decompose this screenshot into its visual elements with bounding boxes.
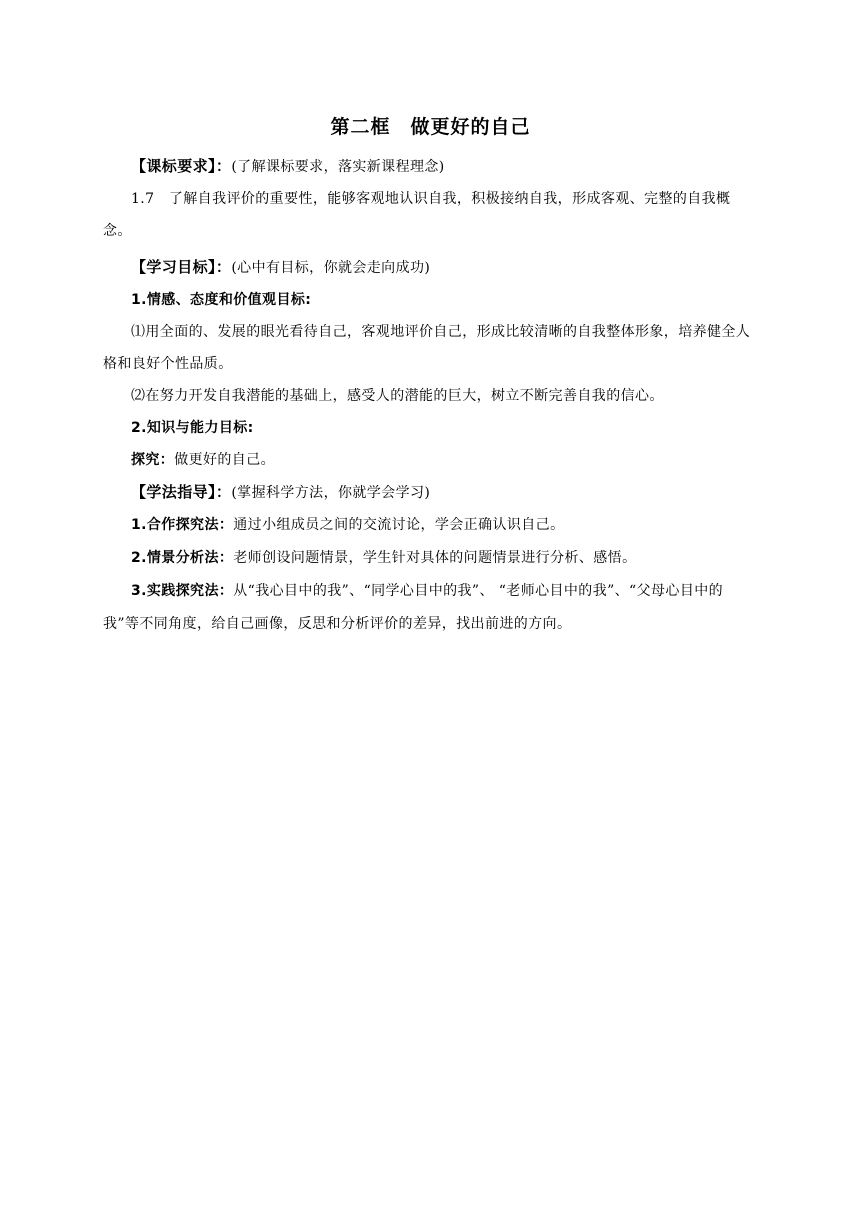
methods-note: (掌握科学方法，你就学会学习) [231, 485, 431, 501]
goal2-label: 探究： [131, 452, 175, 468]
goal1-item2: ⑵在努力开发自我潜能的基础上，感受人的潜能的巨大，树立不断完善自我的信心。 [131, 388, 664, 404]
course-req-item: 1.7 了解自我评价的重要性，能够客观地认识自我，积极接纳自我，形成客观、完整的自我概念。 [103, 191, 731, 239]
goal1-item1: ⑴用全面的、发展的眼光看待自己，客观地评价自己，形成比较清晰的自我整体形象，培养健全人格和良好个性品质。 [103, 324, 751, 372]
method1-text: 通过小组成员之间的交流讨论，学会正确认识自己。 [233, 517, 565, 533]
course-req-heading-line [103, 150, 758, 183]
goal2-heading: 2.知识与能力目标: [131, 420, 254, 436]
methods-heading-line [103, 476, 758, 509]
methods-heading: 【学法指导】： [131, 483, 232, 501]
document-content [103, 114, 758, 641]
page-title: 第二框 做更好的自己 [330, 116, 531, 138]
method2-text: 老师创设问题情景，学生针对具体的问题情景进行分析、感悟。 [233, 550, 637, 566]
method3-label: 3.实践探究法： [131, 583, 234, 599]
method3-text: 从“我心目中的我”、“同学心目中的我”、 “老师心目中的我”、“父母心目中的我”等不同角度，给自己画像，反思和分析评价的差异，找出前进的方向。 [103, 583, 724, 632]
goals-note: (心中有目标，你就会走向成功) [231, 260, 431, 276]
goal2-text: 做更好的自己。 [174, 452, 276, 468]
course-req-note: (了解课标要求，落实新课程理念) [231, 159, 445, 175]
method1-label: 1.合作探究法： [131, 517, 234, 533]
course-req-heading: 【课标要求】： [131, 157, 232, 175]
method1 [103, 509, 758, 542]
method2-label: 2.情景分析法： [131, 550, 234, 566]
goals-heading: 【学习目标】： [131, 258, 232, 276]
method3 [103, 575, 758, 641]
goal1-heading: 1.情感、态度和价值观目标: [131, 292, 312, 308]
goal2-item [103, 444, 758, 476]
goals-heading-line [103, 251, 758, 284]
method2 [103, 542, 758, 575]
